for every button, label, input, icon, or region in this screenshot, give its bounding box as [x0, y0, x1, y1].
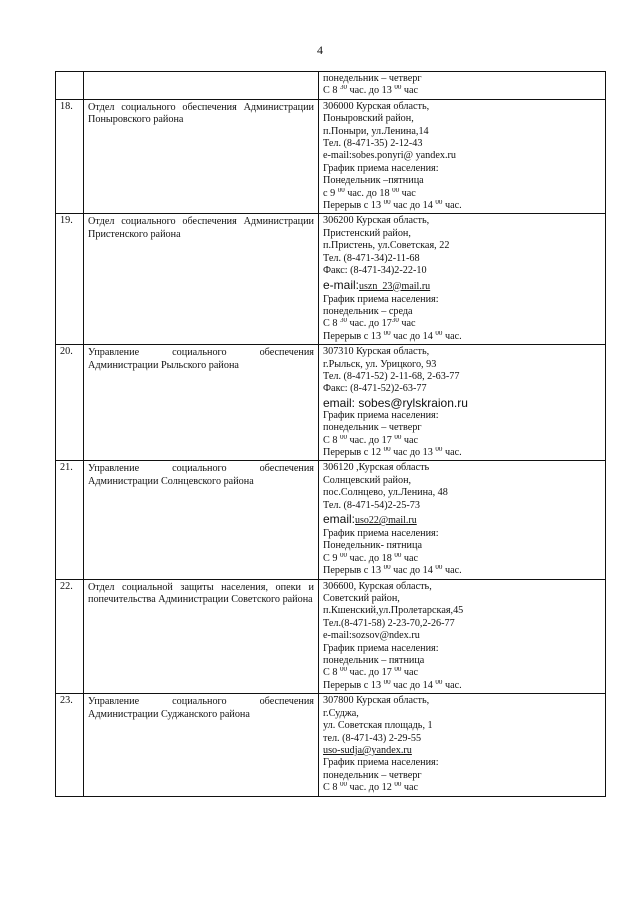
- schedule-line: Перерыв с 13 $^{00}$ час до 14 $^{00}$ час.: [323, 679, 462, 691]
- department-name: Управление социального обеспечения Администрации Солнцевского района: [88, 463, 314, 487]
- time-superscript: 00: [383, 565, 391, 572]
- time-superscript: 00: [392, 187, 400, 194]
- schedule-line: С 8 $^{00}$ час. до 17 $^{00}$ час: [323, 434, 419, 446]
- email-address: uso22@mail.ru: [355, 515, 417, 526]
- contact-line: 306000 Курская область,: [323, 100, 430, 112]
- email-label: email:: [323, 395, 359, 410]
- contact-line: Понедельник- пятница: [323, 540, 422, 552]
- schedule-line: С 8 $^{30}$ час. до $17^{30}$ час: [323, 318, 416, 330]
- row-number: 21.: [56, 461, 84, 579]
- time-superscript: 00: [435, 330, 443, 337]
- email-line: [323, 278, 601, 294]
- time-superscript: 00: [394, 434, 402, 441]
- time-superscript: 00: [339, 782, 347, 789]
- cell-name: [84, 99, 319, 214]
- schedule-line: Перерыв с 12 $^{00}$ час до 13 $^{00}$ час.: [323, 446, 462, 458]
- contact-line: График приема населения:: [323, 642, 439, 654]
- contact-line: 306200 Курская область,: [323, 215, 430, 227]
- table-row-continuation: [56, 72, 606, 100]
- contact-line: 306600, Курская область,: [323, 580, 432, 592]
- contact-line: Тел. (8-471-34)2-11-68: [323, 252, 420, 264]
- schedule-hours: С 8 $^{30}$ час. до 13 $^{00}$ час: [323, 85, 419, 97]
- schedule-line: Перерыв с 13 $^{00}$ час до 14 $^{00}$ час.: [323, 565, 462, 577]
- email-address: uso-sudja@yandex.ru: [323, 744, 412, 756]
- cell-name: [84, 345, 319, 461]
- time-superscript: 00: [394, 782, 402, 789]
- contact-line: п.Пристень, ул.Советская, 22: [323, 240, 450, 252]
- time-superscript: 00: [339, 552, 347, 559]
- cell-contacts: [319, 694, 606, 796]
- cell-contacts: [319, 461, 606, 579]
- table-row: [56, 461, 606, 579]
- cell-name: [84, 72, 319, 100]
- cell-contacts: [319, 99, 606, 214]
- time-superscript: 00: [383, 200, 391, 207]
- email-line: [323, 745, 601, 757]
- time-superscript: 00: [435, 565, 443, 572]
- cell-name: [84, 461, 319, 579]
- contact-line: п.Кшенский,ул.Пролетарская,45: [323, 605, 464, 617]
- contact-line: График приема населения:: [323, 757, 439, 769]
- time-superscript: 00: [339, 434, 347, 441]
- schedule-days: понедельник – четверг: [323, 73, 422, 84]
- row-number: 23.: [56, 694, 84, 796]
- time-superscript: 00: [383, 330, 391, 337]
- cell-contacts: [319, 214, 606, 345]
- contact-line: Факс: (8-471-52)2-63-77: [323, 383, 427, 395]
- department-name: Управление социального обеспечения Администрации Суджанского района: [88, 696, 314, 720]
- time-superscript: 00: [435, 679, 443, 686]
- time-superscript: 00: [435, 446, 443, 453]
- time-superscript: 00: [394, 85, 402, 92]
- contact-line: п.Поныри, ул.Ленина,14: [323, 125, 429, 137]
- contact-line: e-mail:sozsov@ndex.ru: [323, 630, 420, 642]
- registry-table-body: [56, 72, 606, 797]
- registry-table: [55, 71, 606, 797]
- contact-line: График приема населения:: [323, 528, 439, 539]
- contact-line: ул. Советская площадь, 1: [323, 720, 433, 732]
- contact-line: Факс: (8-471-34)2-22-10: [323, 265, 427, 277]
- time-superscript: 30: [339, 318, 347, 325]
- cell-contacts: [319, 345, 606, 461]
- email-line: [323, 512, 601, 528]
- time-superscript: 00: [394, 552, 402, 559]
- row-number: 18.: [56, 99, 84, 214]
- contact-line: Советский район,: [323, 593, 400, 605]
- contact-line: понедельник – пятница: [323, 655, 425, 667]
- time-superscript: 00: [337, 187, 345, 194]
- cell-contacts: [319, 72, 606, 100]
- contact-line: Поныровский район,: [323, 113, 414, 125]
- time-superscript: 00: [435, 200, 443, 207]
- time-superscript: 30: [391, 318, 399, 325]
- row-number: 19.: [56, 214, 84, 345]
- contact-line: 307800 Курская область,: [323, 695, 430, 707]
- schedule-line: С 8 $^{00}$ час. до 12 $^{00}$ час: [323, 782, 419, 794]
- department-name: Управление социального обеспечения Администрации Рыльского района: [88, 347, 314, 371]
- table-row: [56, 99, 606, 214]
- contact-line: Пристенский район,: [323, 227, 411, 239]
- contact-line: понедельник – среда: [323, 305, 413, 317]
- schedule-line: С 8 $^{00}$ час. до 17 $^{00}$ час: [323, 667, 419, 679]
- cell-name: [84, 579, 319, 694]
- table-row: [56, 345, 606, 461]
- email-address: sobes@rylskraion.ru: [358, 395, 468, 410]
- contact-line: 306120 ,Курская область: [323, 462, 430, 474]
- time-superscript: 00: [394, 667, 402, 674]
- cell-name: [84, 694, 319, 796]
- schedule-line: Перерыв с 13 $^{00}$ час до 14 $^{00}$ час.: [323, 200, 462, 212]
- cell-name: [84, 214, 319, 345]
- schedule-line: с 9 $^{00}$ час. до 18 $^{00}$ час: [323, 187, 416, 199]
- contact-line: понедельник – четверг: [323, 769, 422, 781]
- contact-line: Тел. (8-471-54)2-25-73: [323, 499, 420, 511]
- contact-line: График приема населения:: [323, 162, 439, 174]
- schedule-line: С 9 $^{00}$ час. до 18 $^{00}$ час: [323, 552, 419, 564]
- time-superscript: 00: [339, 667, 347, 674]
- time-superscript: 30: [339, 85, 347, 92]
- row-number: 22.: [56, 579, 84, 694]
- contact-line: г.Суджа,: [323, 707, 359, 719]
- row-number: 20.: [56, 345, 84, 461]
- cell-number: [56, 72, 84, 100]
- contact-line: 307310 Курская область,: [323, 346, 430, 358]
- table-row: [56, 694, 606, 796]
- table-row: [56, 579, 606, 694]
- contact-line: Тел.(8-471-58) 2-23-70,2-26-77: [323, 617, 455, 629]
- contact-line: Тел. (8-471-35) 2-12-43: [323, 138, 423, 150]
- email-address: uszn_23@mail.ru: [359, 280, 431, 292]
- time-superscript: 00: [383, 679, 391, 686]
- contact-line: тел. (8-471-43) 2-29-55: [323, 732, 422, 744]
- contact-line: Солнцевский район,: [323, 474, 412, 486]
- email-line: [323, 396, 601, 410]
- email-label: e-mail:: [323, 277, 360, 292]
- page-number: 4: [317, 43, 323, 57]
- department-name: Отдел социального обеспечения Администрации Поныровского района: [88, 101, 314, 126]
- contact-line: Понедельник –пятница: [323, 175, 424, 187]
- contact-line: понедельник – четверг: [323, 422, 422, 434]
- contact-line: График приема населения:: [323, 293, 439, 305]
- time-superscript: 00: [383, 446, 391, 453]
- table-row: [56, 214, 606, 345]
- contact-line: График приема населения:: [323, 409, 439, 421]
- schedule-line: Перерыв с 13 $^{00}$ час до 14 $^{00}$ час.: [323, 330, 462, 342]
- cell-contacts: [319, 579, 606, 694]
- department-name: Отдел социальной защиты населения, опеки и попечительства Администрации Советского района: [88, 581, 314, 606]
- contact-line: e-mail:sobes.ponyri@ yandex.ru: [323, 150, 457, 162]
- contact-line: пос.Солнцево, ул.Ленина, 48: [323, 487, 448, 499]
- department-name: Отдел социального обеспечения Администрации Пристенского района: [88, 216, 314, 240]
- email-label: email:: [323, 512, 356, 526]
- contact-line: Тел. (8-471-52) 2-11-68, 2-63-77: [323, 370, 460, 382]
- contact-line: г.Рыльск, ул. Урицкого, 93: [323, 358, 437, 370]
